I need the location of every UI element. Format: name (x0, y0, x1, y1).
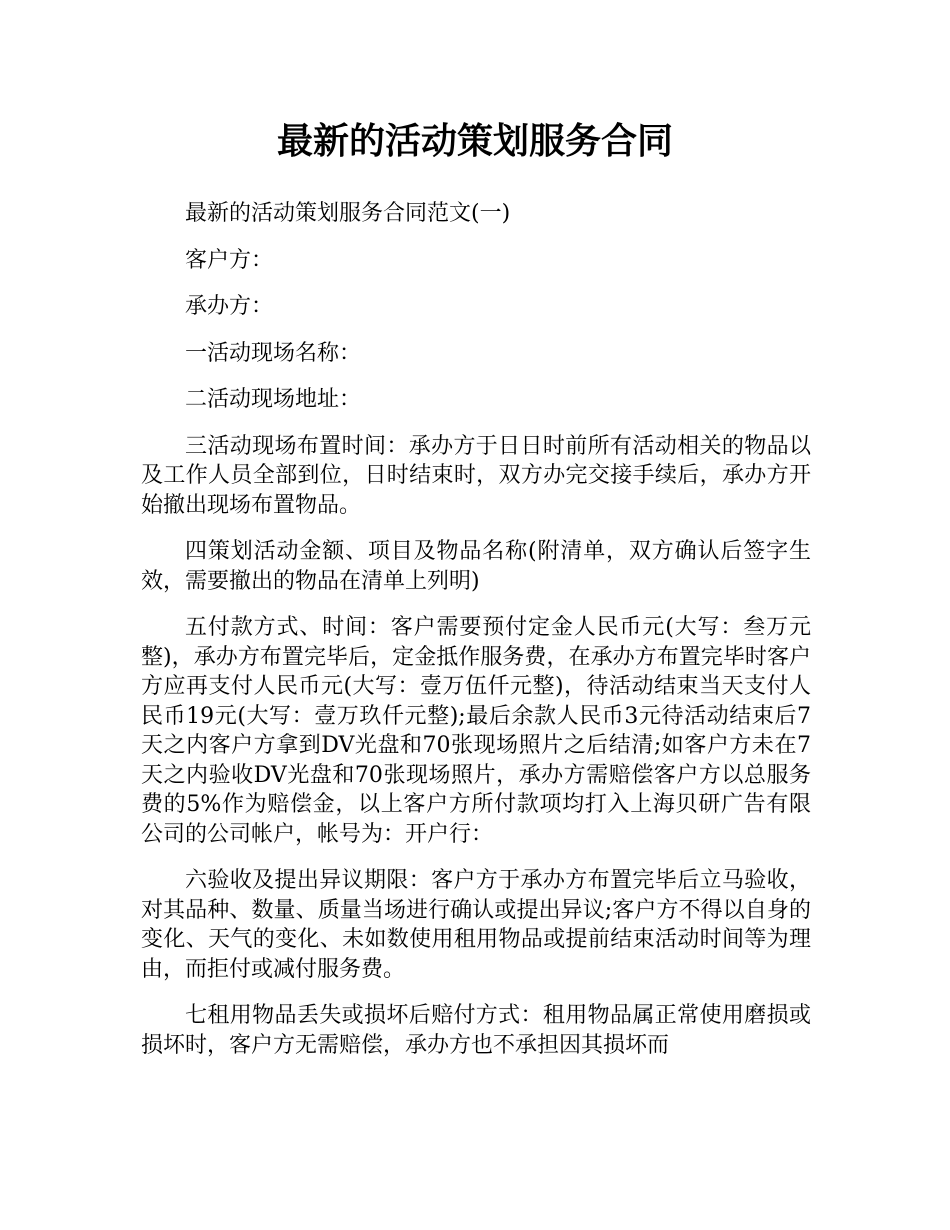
document-body (141, 199, 811, 1077)
paragraph-contractor: 承办方： (185, 294, 274, 319)
paragraph-compensation: 七租用物品丢失或损坏后赔付方式：租用物品属正常使用磨损或损坏时，客户方无需赔偿，承办方也不承担因其损坏而 (141, 1003, 811, 1058)
document-title: 最新的活动策划服务合同 (276, 121, 673, 162)
paragraph-payment: 五付款方式、时间：客户需要预付定金人民币元(大写：叁万元整)，承办方布置完毕后，定金抵作服务费，在承办方布置完毕时客户方应再支付人民币元(大写：壹万伍仟元整)，待活动结束当天支付人民币19元(大写：壹万玖仟元整);最后余款人民币3元待活动结束后7天之内客户方拿到DV光盘和70张现场照片之后结清;如客户方未在7天之内验收DV光盘和70张现场照片，承办方需赔偿客户方以总服务费的5%作为赔偿金，以上客户方所付款项均打入上海贝研广告有限公司的公司帐户，帐号为：开户行： (141, 615, 811, 847)
paragraph-venue-address: 二活动现场地址： (185, 387, 362, 412)
paragraph-setup-time: 三活动现场布置时间：承办方于日日时前所有活动相关的物品以及工作人员全部到位，日时结束时，双方办完交接手续后，承办方开始撤出现场布置物品。 (141, 433, 811, 518)
paragraph-acceptance: 六验收及提出异议期限：客户方于承办方布置完毕后立马验收，对其品种、数量、质量当场进行确认或提出异议;客户方不得以自身的变化、天气的变化、未如数使用租用物品或提前结束活动时间等为理由，而拒付或减付服务费。 (141, 868, 811, 982)
paragraph-subtitle: 最新的活动策划服务合同范文(一) (185, 201, 511, 226)
paragraph-amount-items: 四策划活动金额、项目及物品名称(附清单，双方确认后签字生效，需要撤出的物品在清单上列明) (141, 539, 811, 594)
paragraph-venue-name: 一活动现场名称： (185, 340, 362, 366)
paragraph-client: 客户方： (185, 247, 274, 273)
